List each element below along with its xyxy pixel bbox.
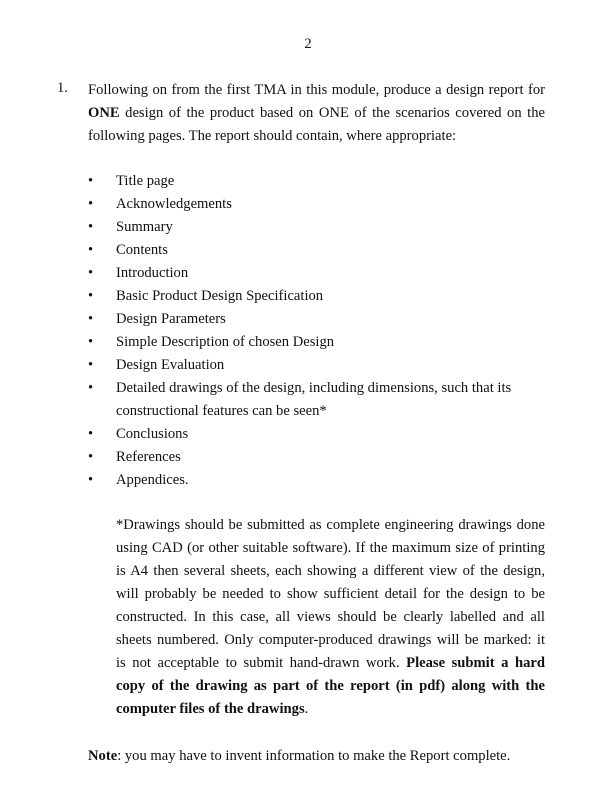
list-item: • Introduction bbox=[88, 262, 548, 285]
list-item: • Appendices. bbox=[88, 469, 548, 492]
list-item: • Design Parameters bbox=[88, 308, 548, 331]
report-contents-list bbox=[88, 170, 548, 492]
list-item: • Title page bbox=[88, 170, 548, 193]
note-label: Note bbox=[88, 748, 118, 764]
list-item: • Conclusions bbox=[88, 423, 548, 446]
note-text: : you may have to invent information to make the Report complete. bbox=[117, 748, 511, 764]
intro-paragraph bbox=[88, 79, 545, 148]
list-item: • References bbox=[88, 446, 548, 469]
footnote-bold: Please submit a hard copy of the drawing as part of the report (in pdf) along with the computer files of the drawings bbox=[116, 655, 545, 717]
list-item: • Acknowledgements bbox=[88, 193, 548, 216]
list-item: • Basic Product Design Specification bbox=[88, 285, 548, 308]
intro-bold: ONE bbox=[88, 105, 120, 121]
drawings-footnote bbox=[116, 514, 545, 721]
list-item: • Design Evaluation bbox=[88, 354, 548, 377]
item-number: 1. bbox=[57, 80, 68, 96]
page-number: 2 bbox=[304, 36, 312, 52]
intro-text-1: Following on from the first TMA in this module, produce a design report for bbox=[88, 82, 545, 98]
list-item: • Contents bbox=[88, 239, 548, 262]
note-paragraph bbox=[88, 745, 545, 768]
footnote-end: . bbox=[304, 701, 309, 717]
list-item: • Simple Description of chosen Design bbox=[88, 331, 548, 354]
list-item: • Detailed drawings of the design, including dimensions, such that its constructional features can be seen* bbox=[88, 377, 548, 423]
intro-text-2: design of the product based on ONE of the scenarios covered on the following pages. The report should contain, where appropriate: bbox=[88, 105, 545, 144]
footnote-text: *Drawings should be submitted as complete engineering drawings done using CAD (or other suitable software). If the maximum size of printing is A4 then several sheets, each showing a different view of the design, will probably be needed to show sufficient detail for the design to be constructed. In this case, all views should be clearly labelled and all sheets numbered. Only computer-produced drawings will be marked: it is not acceptable to submit hand-drawn work. bbox=[116, 517, 545, 671]
list-item: • Summary bbox=[88, 216, 548, 239]
